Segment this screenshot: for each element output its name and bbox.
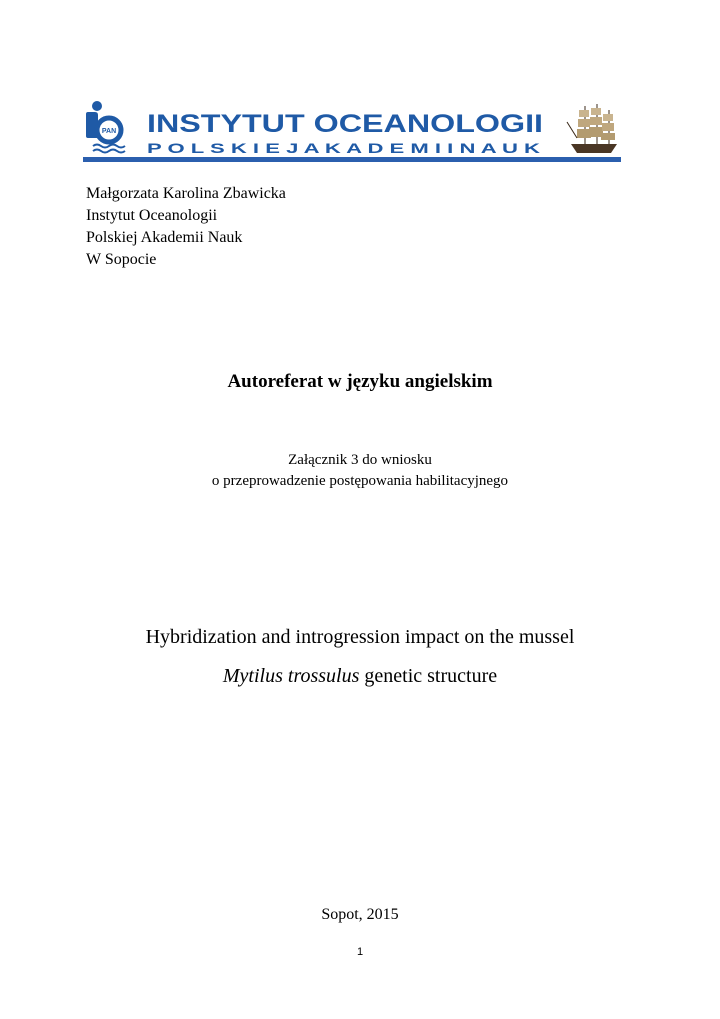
page-number: 1 xyxy=(356,946,364,958)
place-date: Sopot, 2015 xyxy=(321,906,399,923)
affiliation-line: Instytut Oceanologii xyxy=(86,207,218,224)
thesis-title-line-1: Hybridization and introgression impact on the mussel xyxy=(145,626,575,648)
attachment-line: o przeprowadzenie postępowania habilitacyjnego xyxy=(211,473,509,489)
thesis-title-line-2 xyxy=(0,665,720,688)
institute-header-banner xyxy=(83,100,621,162)
header-band xyxy=(83,157,621,162)
institute-name: INSTYTUT OCEANOLOGII xyxy=(147,110,543,138)
svg-text:PAN: PAN xyxy=(101,128,117,135)
sailing-ship-icon xyxy=(567,104,617,153)
document-title: Autoreferat w języku angielskim xyxy=(227,371,493,392)
species-name: Mytilus trossulus xyxy=(222,665,360,687)
author-name: Małgorzata Karolina Zbawicka xyxy=(86,185,286,202)
attachment-line: Załącznik 3 do wniosku xyxy=(288,452,432,468)
affiliation-line: Polskiej Akademii Nauk xyxy=(86,229,243,246)
thesis-title-rest: genetic structure xyxy=(359,665,498,687)
academy-name: P O L S K I E J A K A D E M I I N A U K xyxy=(147,140,540,156)
affiliation-line: W Sopocie xyxy=(86,251,157,268)
header-banner-graphic xyxy=(83,100,621,162)
institute-logo xyxy=(86,101,125,153)
author-block xyxy=(86,183,286,271)
attachment-note xyxy=(0,450,720,492)
